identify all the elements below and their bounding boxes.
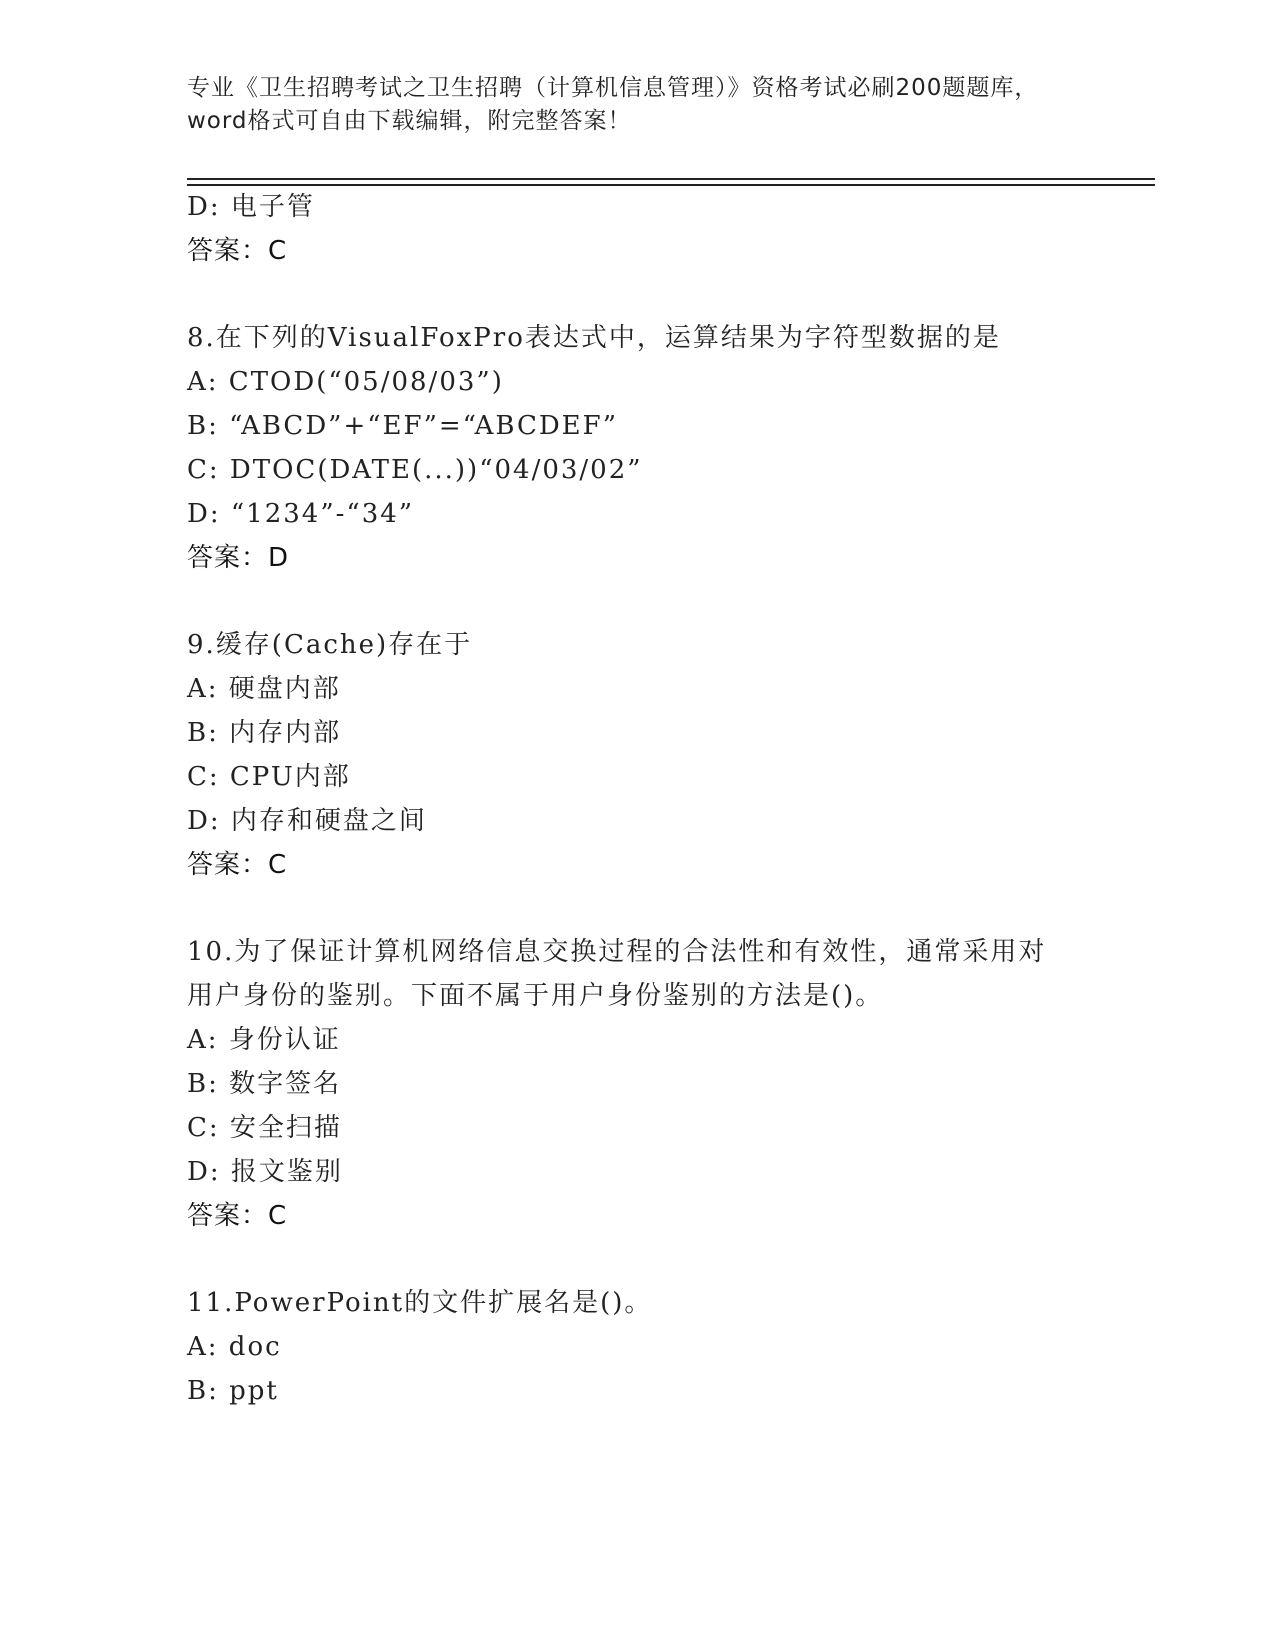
q8-option-b: B: “ABCD”+“EF”=“ABCDEF”: [187, 411, 618, 441]
prev-option-d: D: 电子管: [187, 192, 315, 222]
prev-answer: 答案：C: [187, 236, 288, 266]
header-divider-top: [187, 178, 1155, 180]
q9-option-d: D: 内存和硬盘之间: [187, 806, 427, 836]
q8-option-c: C: DTOC(DATE(...))“04/03/02”: [187, 455, 643, 485]
q9-option-c: C: CPU内部: [187, 762, 351, 792]
q10-option-a: A: 身份认证: [187, 1025, 341, 1055]
q9-stem: 9.缓存(Cache)存在于: [187, 630, 473, 660]
q10-option-d: D: 报文鉴别: [187, 1157, 343, 1187]
q11-option-a: A: doc: [187, 1332, 282, 1362]
q9-option-a: A: 硬盘内部: [187, 674, 341, 704]
q8-stem: 8.在下列的VisualFoxPro表达式中，运算结果为字符型数据的是: [187, 323, 1001, 353]
q8-answer: 答案：D: [187, 543, 290, 573]
q10-option-b: B: 数字签名: [187, 1069, 342, 1099]
q11-option-b: B: ppt: [187, 1376, 279, 1406]
header-divider-bottom: [187, 184, 1155, 186]
header-line-1: 专业《卫生招聘考试之卫生招聘（计算机信息管理）》资格考试必刷200题题库，: [187, 75, 1039, 101]
q8-option-a: A: CTOD(“05/08/03”): [187, 367, 504, 397]
q9-option-b: B: 内存内部: [187, 718, 342, 748]
q10-option-c: C: 安全扫描: [187, 1113, 342, 1143]
q10-answer: 答案：C: [187, 1201, 288, 1231]
q8-option-d: D: “1234”-“34”: [187, 499, 415, 529]
header-line-2: word格式可自由下载编辑，附完整答案！: [187, 108, 632, 134]
q10-stem-line-2: 用户身份的鉴别。下面不属于用户身份鉴别的方法是()。: [187, 981, 884, 1011]
document-header: [187, 72, 1087, 138]
q9-answer: 答案：C: [187, 850, 288, 880]
q11-stem: 11.PowerPoint的文件扩展名是()。: [187, 1288, 653, 1318]
q10-stem-line-1: 10.为了保证计算机网络信息交换过程的合法性和有效性，通常采用对: [187, 937, 1047, 967]
